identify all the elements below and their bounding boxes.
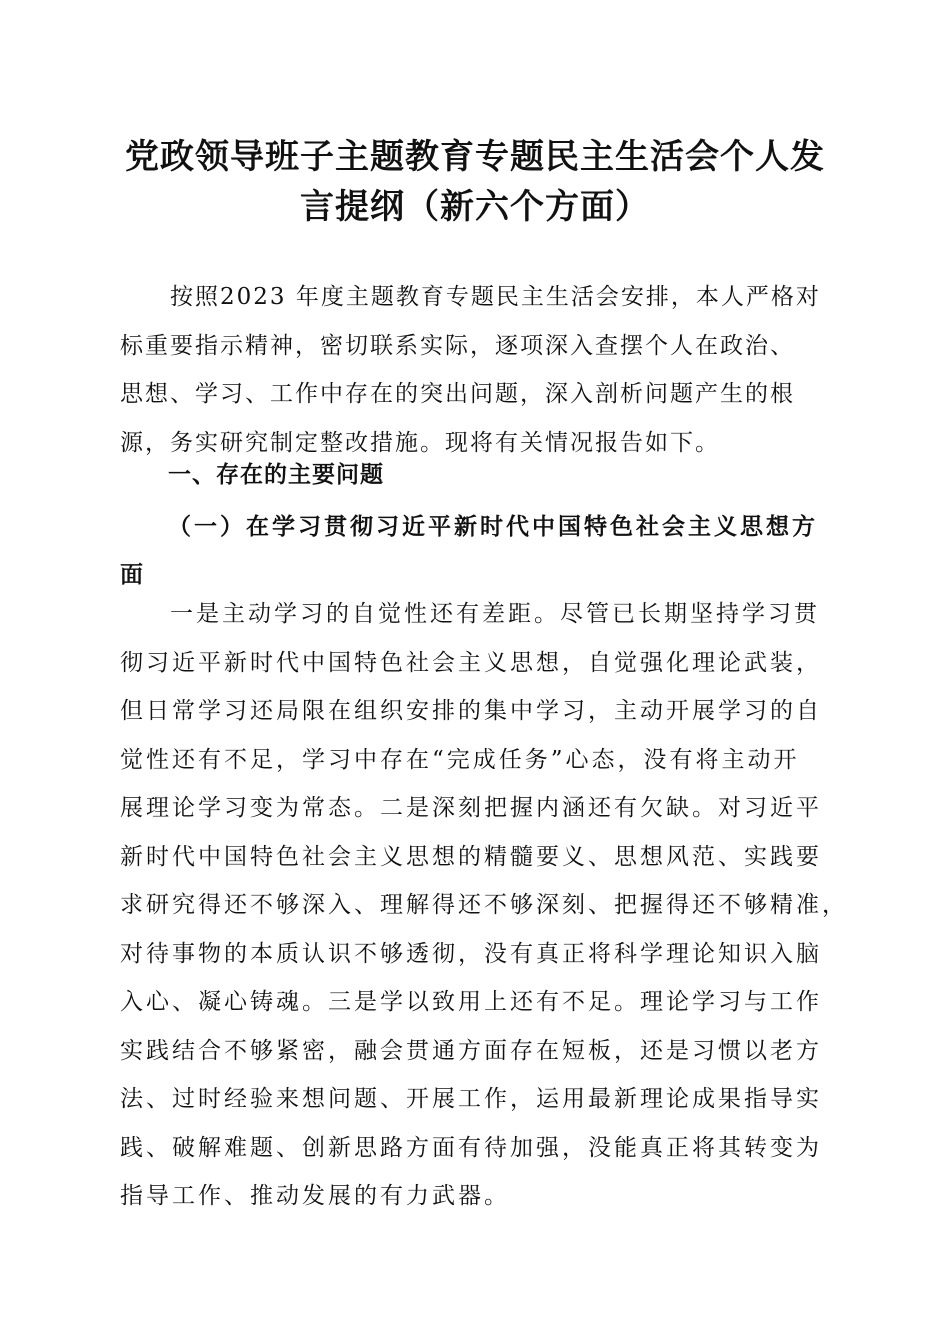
text-line: 入心、凝心铸魂。三是学以致用上还有不足。理论学习与工作 [120, 989, 822, 1015]
title-line: 党政领导班子主题教育专题民主生活会个人发 [125, 137, 825, 177]
text-line: 实践结合不够紧密，融会贯通方面存在短板，还是习惯以老方 [120, 1037, 822, 1064]
text-line: 彻习近平新时代中国特色社会主义思想，自觉强化理论武装， [120, 649, 822, 676]
section-heading: 一、存在的主要问题 [168, 462, 384, 488]
text-line: 觉性还有不足，学习中存在“完成任务”心态，没有将主动开 [120, 746, 800, 773]
text-line: 指导工作、推动发展的有力武器。 [120, 1183, 510, 1209]
text-line: 但日常学习还局限在组织安排的集中学习，主动开展学习的自 [120, 698, 822, 724]
text-line: 法、过时经验来想问题、开展工作，运用最新理论成果指导实 [120, 1086, 822, 1112]
text-line: 展理论学习变为常态。二是深刻把握内涵还有欠缺。对习近平 [120, 795, 822, 821]
text-line: （一）在学习贯彻习近平新时代中国特色社会主义思想方 [168, 514, 818, 540]
text-line: 标重要指示精神，密切联系实际，逐项深入查摆个人在政治、 [120, 332, 795, 359]
intro-paragraph [120, 273, 850, 467]
text-line: 面 [120, 562, 146, 588]
text-line: 按照2023 年度主题教育专题民主生活会安排，本人严格对 [170, 284, 821, 310]
body-paragraph [120, 590, 850, 1221]
subsection-heading [120, 503, 850, 599]
text-line: 新时代中国特色社会主义思想的精髓要义、思想风范、实践要 [120, 843, 822, 870]
text-line: 践、破解难题、创新思路方面有待加强，没能真正将其转变为 [120, 1134, 822, 1161]
text-line: 一是主动学习的自觉性还有差距。尽管已长期坚持学习贯 [170, 601, 820, 627]
text-line: 对待事物的本质认识不够透彻，没有真正将科学理论知识入脑 [120, 940, 822, 967]
text-line: 源，务实研究制定整改措施。现将有关情况报告如下。 [120, 429, 720, 456]
text-line: 思想、学习、工作中存在的突出问题，深入剖析问题产生的根 [120, 381, 795, 407]
document-title [100, 132, 850, 232]
title-line: 言提纲（新六个方面） [300, 187, 650, 227]
text-line: 求研究得还不够深入、理解得还不够深刻、把握得还不够精准， [120, 892, 848, 918]
